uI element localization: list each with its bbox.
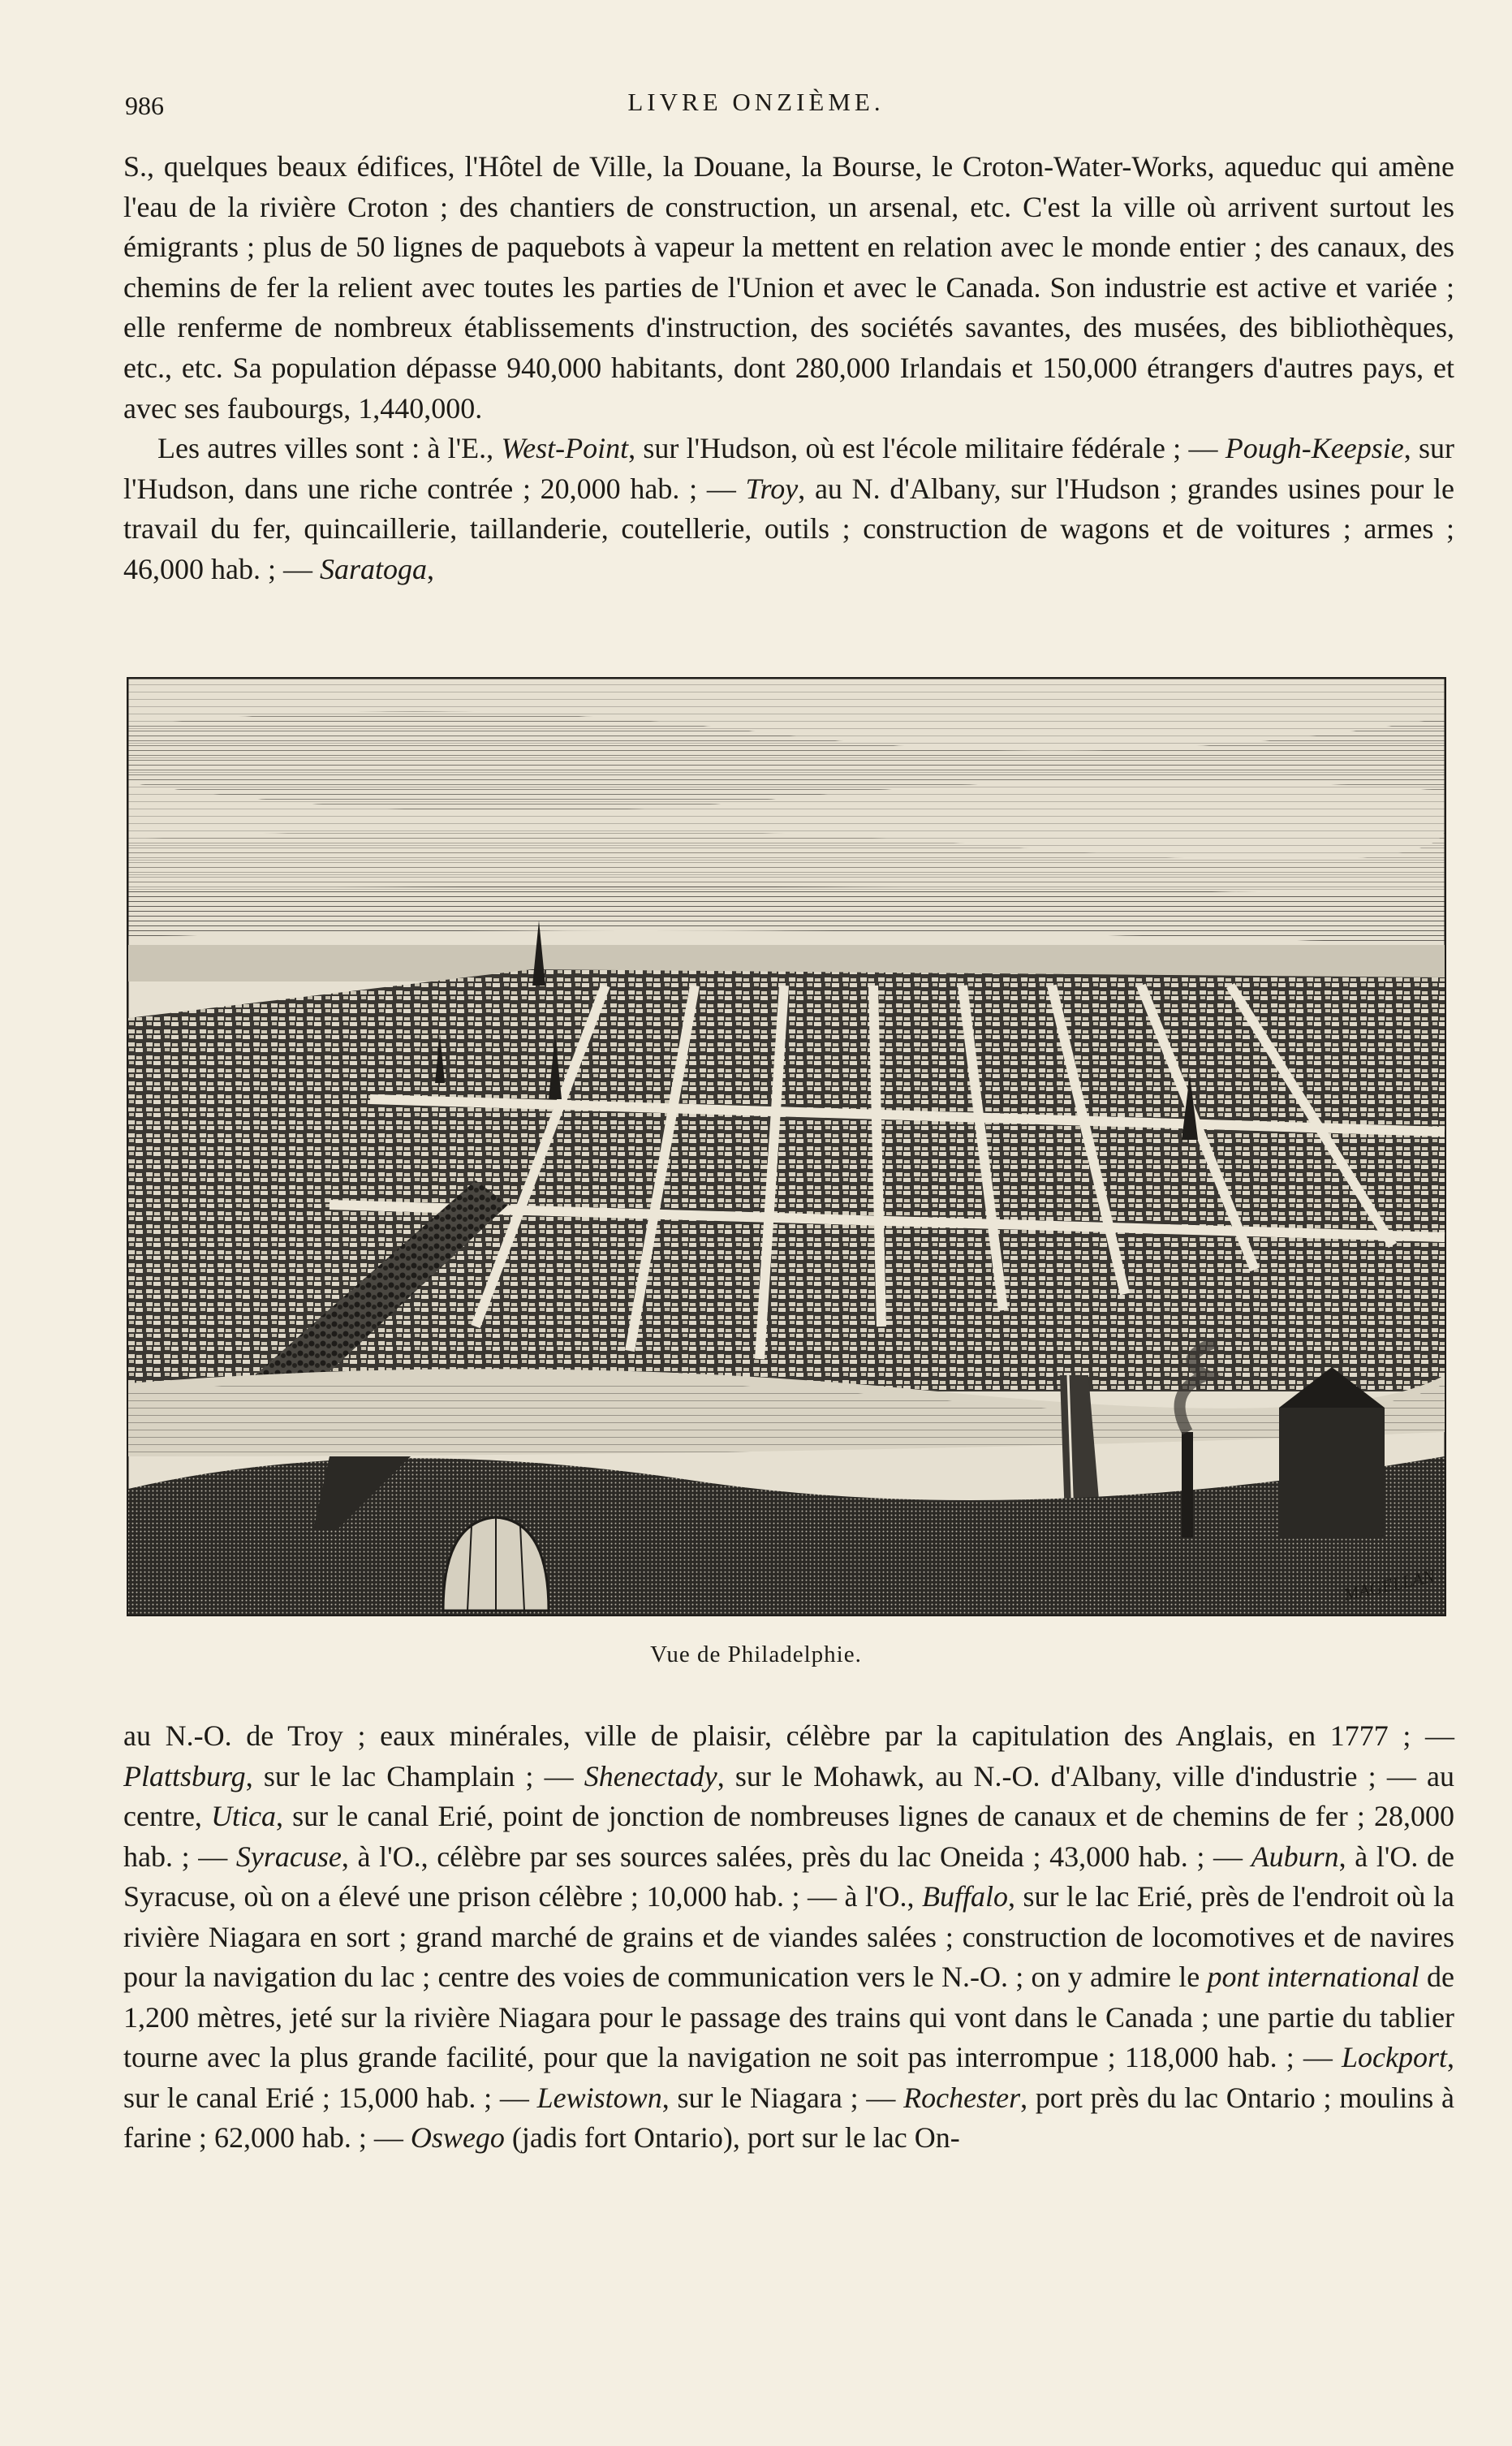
engraver-signature: MAGELLAN (1342, 1565, 1437, 1605)
paragraph: Les autres villes sont : à l'E., West-Point, sur l'Hudson, où est l'école militaire fédérale ; — Pough-Keepsie, sur l'Hudson, dans une riche contrée ; 20,000 hab. ; — Troy, au N. d'Albany, sur l'Hudson ; grandes usines pour le travail du fer, quincaillerie, taillanderie, coutellerie, outils ; construction de wagons et de voitures ; armes ; 46,000 hab. ; — Saratoga, (123, 432, 1454, 585)
running-head: LIVRE ONZIÈME. (627, 88, 885, 116)
illustration-caption: Vue de Philadelphie. (650, 1641, 862, 1667)
paragraph: au N.-O. de Troy ; eaux minérales, ville de plaisir, célèbre par la capitulation des Anglais, en 1777 ; — Plattsburg, sur le lac Champlain ; — Shenectady, sur le Mohawk, au N.-O. d'Albany, ville d'industrie ; — au centre, Utica, sur le canal Erié, point de jonction de nombreuses lignes de canaux et de chemins de fer ; 28,000 hab. ; — Syracuse, à l'O., célèbre par ses sources salées, près du lac Oneida ; 43,000 hab. ; — Auburn, à l'O. de Syracuse, où on a élevé une prison célèbre ; 10,000 hab. ; — à l'O., Buffalo, sur le lac Erié, près de l'endroit où la rivière Niagara en sort ; grand marché de grains et de viandes salées ; construction de locomotives et de navires pour la navigation du lac ; centre des voies de communication vers le N.-O. ; on y admire le pont international de 1,200 mètres, jeté sur la rivière Niagara pour le passage des trains qui vont dans le Canada ; une partie du tablier tourne avec la plus grande facilité, pour que la navigation ne soit pas interrompue ; 118,000 hab. ; — Lockport, sur le canal Erié ; 15,000 hab. ; — Lewistown, sur le Niagara ; — Rochester, port près du lac Ontario ; moulins à farine ; 62,000 hab. ; — Oswego (jadis fort Ontario), port sur le lac On- (123, 1719, 1455, 2154)
page-number: 986 (125, 91, 164, 120)
bottom-text-block (123, 1716, 1454, 2159)
paragraph: S., quelques beaux édifices, l'Hôtel de Ville, la Douane, la Bourse, le Croton-Water-Works, aqueduc qui amène l'eau de la rivière Croton ; des chantiers de construction, un arsenal, etc. C'est la ville où arrivent surtout les émigrants ; plus de 50 lignes de paquebots à vapeur la mettent en relation avec le monde entier ; des canaux, des chemins de fer la relient avec toutes les parties de l'Union et avec le Canada. Son industrie est active et variée ; elle renferme de nombreux établissements d'instruction, des sociétés savantes, des musées, des bibliothèques, etc., etc. Sa population dépasse 940,000 habitants, dont 280,000 Irlandais et 150,000 étrangers d'autres pays, et avec ses faubourgs, 1,440,000. (123, 150, 1454, 425)
philadelphia-engraving (127, 677, 1446, 1616)
top-text-block (123, 147, 1454, 590)
